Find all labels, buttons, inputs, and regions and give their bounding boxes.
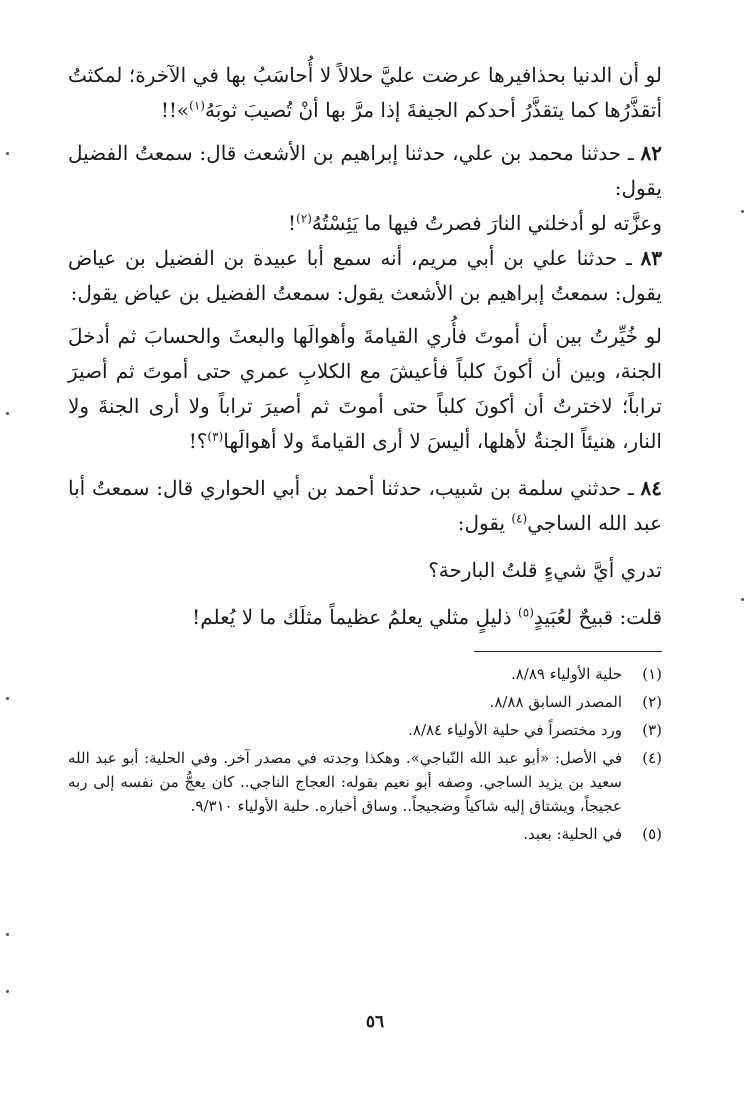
footnote-text: حلية الأولياء ٨/٨٩. [510,665,622,683]
footnote-mark: (٣) [642,721,662,739]
footnote-text: ورد مختصراً في حلية الأولياء ٨/٨٤. [408,721,622,739]
paragraph-text: ـ حدثنا علي بن أبي مريم، أنه سمع أبا عبيدة بن الفضيل بن عياض يقول: سمعتُ إبراهيم بن الأشعث يقول: سمعتُ الفضيل بن عياض يقول: [68,246,662,305]
narration-number: ٨٣ [640,246,662,270]
narration-number: ٨٢ [640,141,662,165]
paragraph-text: لو أن الدنيا بحذافيرها عرضت عليَّ حلالاً لا أُحاسَبُ بها في الآخرة؛ لمكثتُ أتقذَّرُها كما يتقذَّرُ أحدكم الجيفةَ إذا مرَّ بها أنْ تُصيبَ ثوبَهُ [68,63,662,122]
scan-mark [741,210,744,213]
footnote-item [68,746,662,818]
paragraph-tail: »!! [160,98,190,122]
page-number: ٥٦ [365,1012,385,1032]
footnote-divider [474,651,662,652]
paragraph-text: وعزَّته لو أدخلني النارَ فصرتُ فيها ما يَئِسْتُهُ [311,211,662,235]
paragraph-text: تدري أيَّ شيءٍ قلتُ البارحة؟ [428,558,662,582]
main-text [68,58,662,635]
scan-mark [6,697,9,700]
footnote-ref[interactable]: (٤) [511,511,528,526]
paragraph-text: قلت: قبيحٌ لعُبَيدٍ [533,605,662,629]
footnote-ref[interactable]: (١) [189,98,205,113]
footnote-text: المصدر السابق ٨/٨٨. [489,693,622,711]
footnote-item [68,718,662,742]
paragraph-tail: ؟! [188,429,208,453]
paragraph-84 [68,471,662,541]
scan-mark [6,152,9,155]
scan-mark [6,412,9,415]
paragraph-quote-2 [68,206,662,241]
paragraph-82 [68,136,662,206]
paragraph-quote-3 [68,319,662,459]
scan-mark [6,990,9,993]
paragraph-quote-1 [68,58,662,128]
footnote-mark: (٥) [642,825,662,843]
footnotes [68,662,662,846]
footnote-ref[interactable]: (٢) [296,211,312,226]
footnote-ref[interactable]: (٥) [518,605,534,620]
paragraph-83 [68,241,662,311]
scan-mark [6,933,9,936]
paragraph-text: ـ حدثنا محمد بن علي، حدثنا إبراهيم بن الأشعث قال: سمعتُ الفضيل يقول: [68,141,662,200]
footnote-text: في الحلية: بعبد. [523,825,622,843]
footnote-mark: (٤) [642,749,662,767]
paragraph-tail: يقول: [457,511,512,535]
paragraph-tail: ! [288,211,297,235]
narration-number: ٨٤ [640,476,662,500]
scan-mark [741,598,744,601]
footnote-item [68,822,662,846]
paragraph-text: لو خُيِّرتُ بين أن أموتَ فأُري القيامةَ وأهوالَها والبعثَ والحسابَ ثم أدخلَ الجنة، وبين أن أكونَ كلباً فأعيشَ مع الكلابِ عمري حتى أموتَ ثم أصيرَ تراباً؛ لاخترتُ أن أكونَ كلباً حتى أموتَ ثم أصيرَ تراباً ولا أرى الجنةَ ولا النار، هنيئاً الجنةُ لأهلها، أليسَ لا أرى القيامةَ ولا أهوالَها [68,324,662,453]
paragraph-text: ـ حدثني سلمة بن شبيب، حدثنا أحمد بن أبي الحواري قال: سمعتُ أبا عبد الله الساجي [68,476,662,535]
footnote-item [68,690,662,714]
paragraph-tail: ذليلٍ مثلي يعلمُ عظيماً مثلَك ما لا يُعلم! [192,605,519,629]
paragraph-question [68,553,662,588]
footnote-mark: (١) [642,665,662,683]
footnote-mark: (٢) [642,693,662,711]
footnote-ref[interactable]: (٣) [207,429,224,444]
footnote-text: في الأصل: «أبو عبد الله النّباجي». وهكذا وجدته في مصدر آخر. وفي الحلية: أبو عبد الله سعيد بن يزيد الساجي. وصفه أبو نعيم بقوله: العجاج الناجي.. كان يعجُّ من نفسه إلى ربه عجيجاً، ويشتاق إليه شاكياً وضجيجاً.. وساق أخباره. حلية الأولياء ٩/٣١٠. [68,749,622,815]
paragraph-answer [68,600,662,635]
footnote-item [68,662,662,686]
page-content [68,58,662,850]
